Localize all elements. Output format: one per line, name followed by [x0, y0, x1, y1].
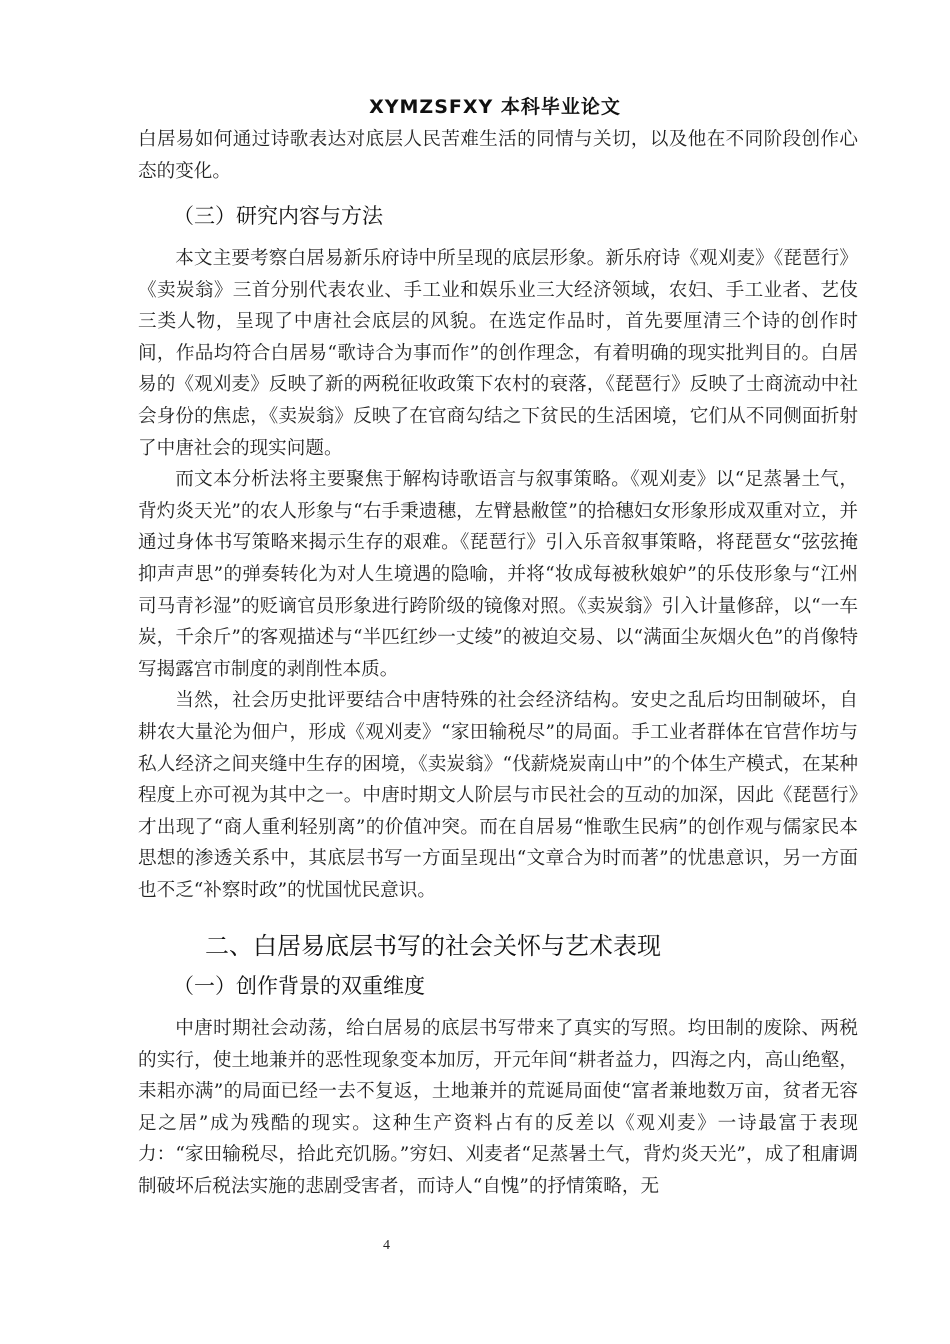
- paragraph: 而文本分析法将主要聚焦于解构诗歌语言与叙事策略。《观刈麦》以“足蒸暑土气，背灼炎天光”的农人形象与“右手秉遗穗，左臂悬敝筐”的拾穗妇女形象形成双重对立，并通过身体书写策略来揭示生存的艰难。《琵琶行》引入乐音叙事策略，将琵琶女“弦弦掩抑声声思”的弹奏转化为对人生境遇的隐喻，并将“妆成每被秋娘妒”的乐伎形象与“江州司马青衫湿”的贬谪官员形象进行跨阶级的镜像对照。《卖炭翁》引入计量修辞，以“一车炭，千余斤”的客观描述与“半匹红纱一丈绫”的被迫交易、以“满面尘灰烟火色”的肖像特写揭露宫市制度的剥削性本质。: [138, 469, 858, 680]
- intro-continuation-block: [138, 124, 858, 187]
- section-2-1-body: [138, 1013, 858, 1203]
- section-heading-2-1: （一）创作背景的双重维度: [173, 974, 425, 998]
- paragraph: 当然，社会历史批评要结合中唐特殊的社会经济结构。安史之乱后均田制破坏，自耕农大量沦为佃户，形成《观刈麦》“家田输税尽”的局面。手工业者群体在官营作坊与私人经济之间夹缝中生存的困境，《卖炭翁》“伐薪烧炭南山中”的个体生产模式，在某种程度上亦可视为其中之一。中唐时期文人阶层与市民社会的互动的加深，因此《琵琶行》才出现了“商人重利轻别离”的价值冲突。而在自居易“惟歌生民病”的创作观与儒家民本思想的渗透关系中，其底层书写一方面呈现出“文章合为时而著”的忧患意识，另一方面也不乏“补察时政”的忧国忧民意识。: [138, 690, 858, 901]
- paragraph: 白居易如何通过诗歌表达对底层人民苦难生活的同情与关切，以及他在不同阶段创作心态的变化。: [138, 129, 858, 182]
- running-header: XYMZSFXY 本科毕业论文: [369, 96, 621, 118]
- paragraph: 本文主要考察白居易新乐府诗中所呈现的底层形象。新乐府诗《观刈麦》《琵琶行》《卖炭翁》三首分别代表农业、手工业和娱乐业三大经济领域，农妇、手工业者、艺伎三类人物，呈现了中唐社会底层的风貌。在选定作品时，首先要厘清三个诗的创作时间，作品均符合白居易“歌诗合为事而作”的创作理念，有着明确的现实批判目的。白居易的《观刈麦》反映了新的两税征收政策下农村的衰落，《琵琶行》反映了士商流动中社会身份的焦虑，《卖炭翁》反映了在官商勾结之下贫民的生活困境，它们从不同侧面折射了中唐社会的现实问题。: [138, 248, 858, 459]
- paragraph: 中唐时期社会动荡，给白居易的底层书写带来了真实的写照。均田制的废除、两税的实行，使土地兼并的恶性现象变本加厉，开元年间“耕者益力，四海之内，高山绝壑，耒耜亦满”的局面已经一去不复返，土地兼并的荒诞局面使“富者兼地数万亩，贫者无容足之居”成为残酷的现实。这种生产资料占有的反差以《观刈麦》一诗最富于表现力：“家田输税尽，拾此充饥肠。”穷妇、刈麦者“足蒸暑土气，背灼炎天光”，成了租庸调制破坏后税法实施的悲剧受害者，而诗人“自愧”的抒情策略，无: [138, 1018, 858, 1197]
- page-number: 4: [383, 1238, 390, 1253]
- chapter-heading-2: 二、白居易底层书写的社会关怀与艺术表现: [205, 932, 661, 960]
- section-3-body: [138, 243, 858, 906]
- section-heading-3: （三）研究内容与方法: [173, 204, 383, 228]
